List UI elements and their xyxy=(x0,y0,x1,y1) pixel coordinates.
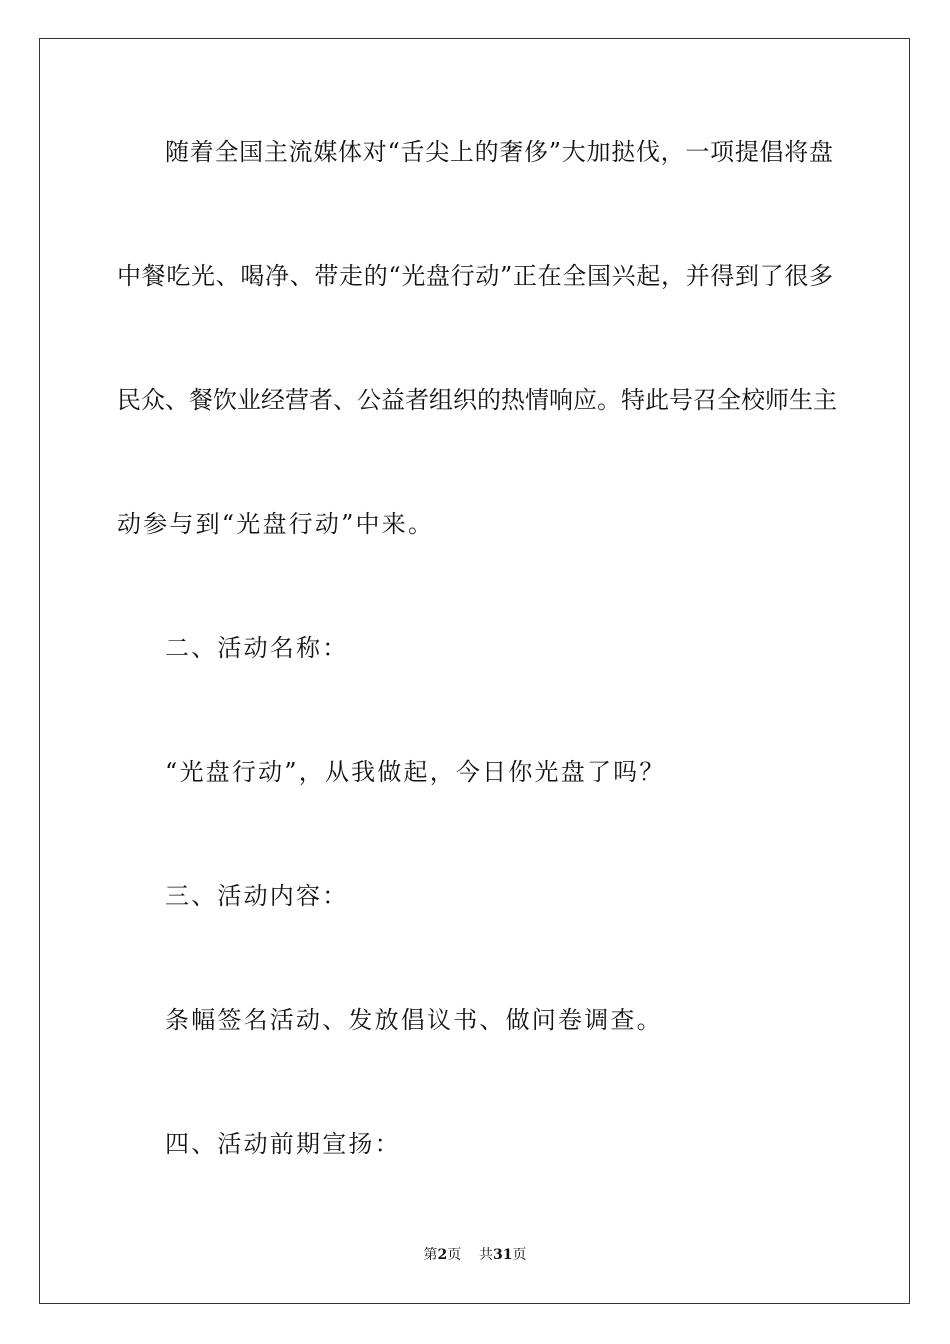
paragraph-line-4: 动参与到“光盘行动”中来。 xyxy=(117,510,435,538)
footer-page-number: 2 xyxy=(437,1247,448,1263)
page-footer xyxy=(0,1248,950,1262)
footer-total-number: 31 xyxy=(493,1247,513,1263)
footer-page-suffix: 页 xyxy=(447,1247,462,1263)
footer-page-prefix: 第 xyxy=(423,1247,438,1263)
paragraph-line-3: 民众、餐饮业经营者、公益者组织的热情响应。特此号召全校师生主 xyxy=(117,386,837,414)
page-border xyxy=(39,38,910,1304)
footer-total-suffix: 页 xyxy=(512,1247,527,1263)
section-heading-publicity: 四、活动前期宣扬： xyxy=(165,1130,401,1158)
paragraph-line-1: 随着全国主流媒体对“舌尖上的奢侈”大加挞伐，一项提倡将盘 xyxy=(165,138,833,166)
footer-total-prefix: 共 xyxy=(479,1247,494,1263)
section-heading-activity-content: 三、活动内容： xyxy=(165,882,349,910)
section-heading-activity-name: 二、活动名称： xyxy=(165,634,349,662)
activity-name-text: “光盘行动”，从我做起，今日你光盘了吗？ xyxy=(165,758,666,786)
activity-content-text: 条幅签名活动、发放倡议书、做问卷调查。 xyxy=(165,1006,663,1034)
paragraph-line-2: 中餐吃光、喝净、带走的“光盘行动”正在全国兴起，并得到了很多 xyxy=(117,262,833,290)
